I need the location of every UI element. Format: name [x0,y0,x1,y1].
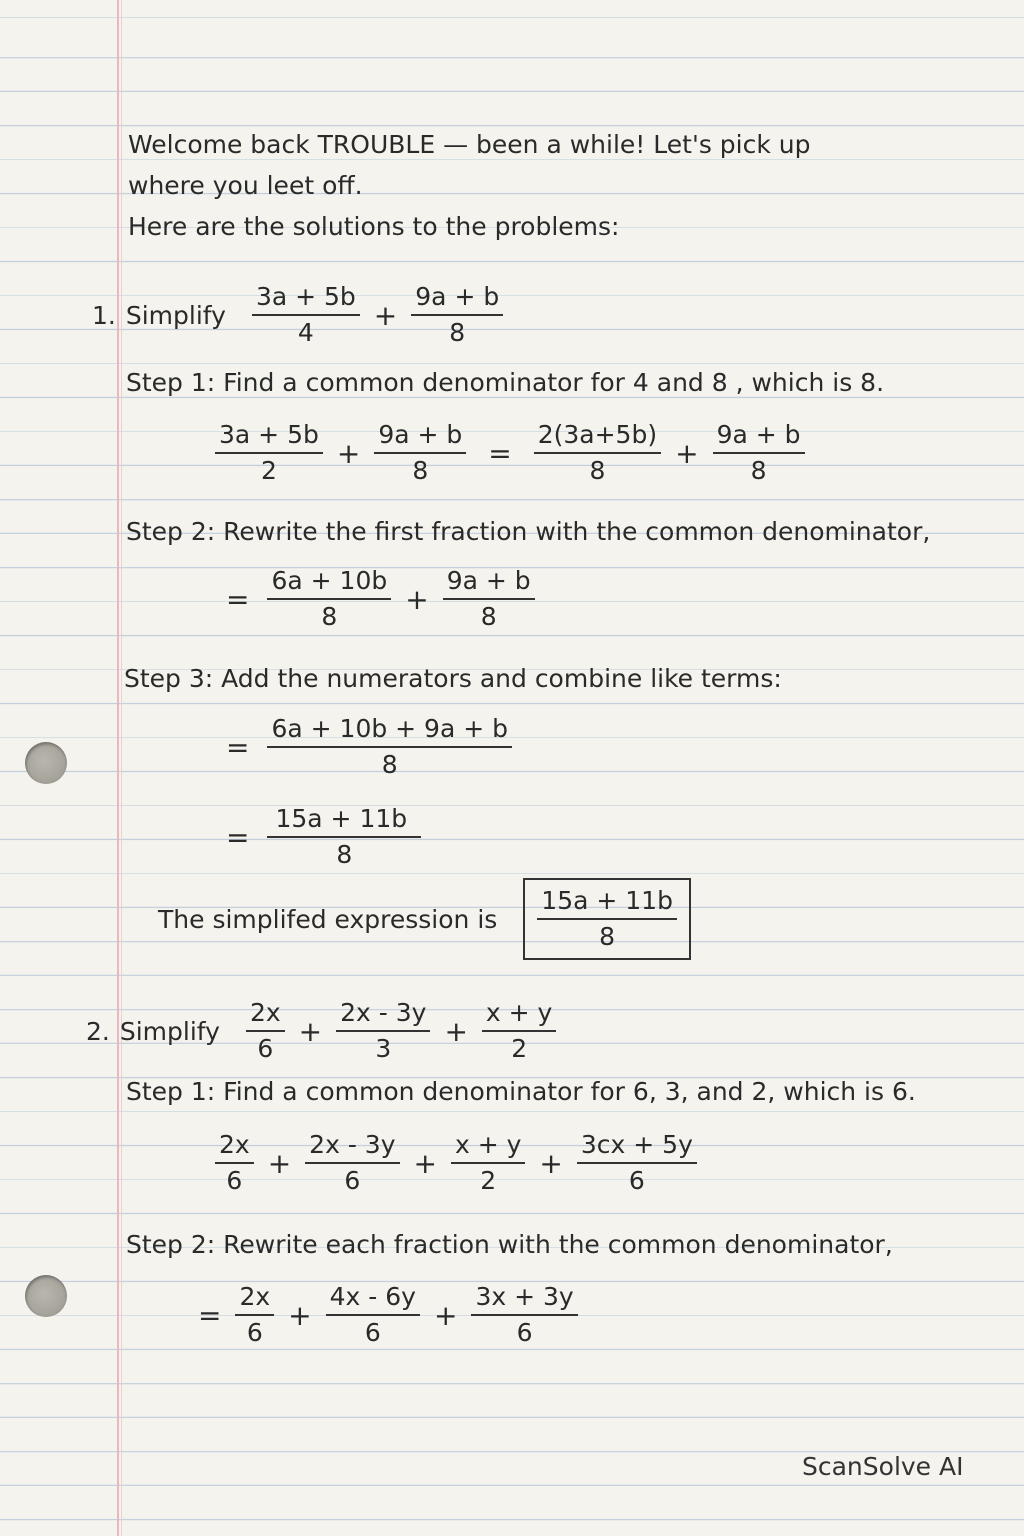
problem-number: 2. [86,1016,110,1046]
answer-box [523,878,691,960]
plus-sign: + [413,1146,437,1180]
denominator: 6 [257,1034,274,1063]
denominator: 8 [750,456,767,485]
p1-step3-math-a [226,714,512,780]
problem-label: Simplify [119,1016,220,1046]
numerator: 2x [235,1282,274,1316]
denominator: 8 [321,602,338,631]
fraction [267,566,391,632]
p2-step2-text: Step 2: Rewrite each fraction with the common denominator, [126,1230,893,1259]
denominator: 8 [381,750,398,779]
brand-watermark: ScanSolve AI [802,1452,964,1481]
equals-sign: = [226,730,250,764]
p1-step1-math [215,420,805,486]
denominator: 6 [364,1318,381,1347]
p1-step2-text: Step 2: Rewrite the first fraction with the common denominator, [126,517,931,546]
numerator: 15a + 11b [537,886,677,920]
numerator: 3a + 5b [252,282,360,316]
plus-sign: + [405,582,429,616]
fraction [713,420,805,486]
plus-sign: + [298,1014,323,1048]
denominator: 8 [480,602,497,631]
denominator: 8 [599,922,616,951]
fraction [235,1282,274,1348]
punch-hole [25,742,67,784]
numerator: 2x [215,1130,254,1164]
denominator: 8 [589,456,606,485]
numerator: x + y [482,998,556,1032]
p2-step1-math [215,1130,697,1196]
fraction [305,1130,399,1196]
fraction [252,282,360,348]
denominator: 2 [260,456,277,485]
fraction [326,1282,420,1348]
fraction [411,282,503,348]
equals-sign: = [488,436,512,470]
equals-sign: = [226,820,250,854]
denominator: 4 [297,318,314,347]
intro-line-3: Here are the solutions to the problems: [128,212,620,241]
problem-label: Simplify [125,300,226,330]
fraction [537,886,677,952]
denominator: 6 [226,1166,243,1195]
fraction [443,566,535,632]
denominator: 6 [628,1166,645,1195]
p1-step1-text: Step 1: Find a common denominator for 4 and 8 , which is 8. [126,368,885,397]
fraction [482,998,556,1064]
fraction [374,420,466,486]
numerator: 3x + 3y [471,1282,577,1316]
numerator: 15a + 11b [267,804,421,838]
numerator: 9a + b [443,566,535,600]
denominator: 8 [336,840,353,869]
numerator: x + y [451,1130,525,1164]
numerator: 9a + b [374,420,466,454]
plus-sign: + [267,1146,292,1180]
plus-sign: + [288,1298,312,1332]
fraction [267,804,421,870]
fraction [534,420,661,486]
p2-step1-text: Step 1: Find a common denominator for 6, 3, and 2, which is 6. [126,1077,916,1106]
equals-sign: = [226,582,250,616]
plus-sign: + [444,1014,468,1048]
numerator: 2x - 3y [336,998,430,1032]
p1-step3-text: Step 3: Add the numerators and combine like terms: [124,664,782,693]
denominator: 8 [449,318,466,347]
equals-sign: = [198,1298,222,1332]
denominator: 8 [412,456,429,485]
punch-hole [25,1275,67,1317]
numerator: 2x [246,998,285,1032]
denominator: 2 [511,1034,528,1063]
problem-number: 1. [92,300,116,330]
fraction [336,998,430,1064]
plus-sign: + [336,436,361,470]
numerator: 4x - 6y [326,1282,420,1316]
numerator: 6a + 10b + 9a + b [267,714,512,748]
numerator: 3a + 5b [215,420,323,454]
denominator: 6 [516,1318,533,1347]
plus-sign: + [373,298,398,332]
plus-sign: + [433,1298,458,1332]
margin-line-secondary [121,0,122,1536]
problem-1-header [92,282,503,348]
fraction [215,420,323,486]
fraction [246,998,285,1064]
intro-line-1: Welcome back TROUBLE — been a while! Let's pick up [128,130,811,159]
p1-answer [158,878,691,960]
denominator: 6 [344,1166,361,1195]
problem-2-header [86,998,556,1064]
numerator: 3cx + 5y [577,1130,697,1164]
p1-step3-math-b [226,804,421,870]
numerator: 9a + b [713,420,805,454]
fraction [451,1130,525,1196]
denominator: 6 [246,1318,263,1347]
numerator: 2(3a+5b) [534,420,661,454]
fraction [267,714,512,780]
intro-line-2: where you leet off. [128,171,363,200]
numerator: 9a + b [411,282,503,316]
denominator: 3 [375,1034,392,1063]
numerator: 2x - 3y [305,1130,399,1164]
margin-line [117,0,119,1536]
fraction [471,1282,577,1348]
plus-sign: + [675,436,699,470]
denominator: 2 [480,1166,497,1195]
p2-step2-math [198,1282,578,1348]
fraction [577,1130,697,1196]
fraction [215,1130,254,1196]
plus-sign: + [539,1146,563,1180]
numerator: 6a + 10b [267,566,391,600]
answer-text: The simplifed expression is [158,904,498,934]
p1-step2-math [226,566,535,632]
